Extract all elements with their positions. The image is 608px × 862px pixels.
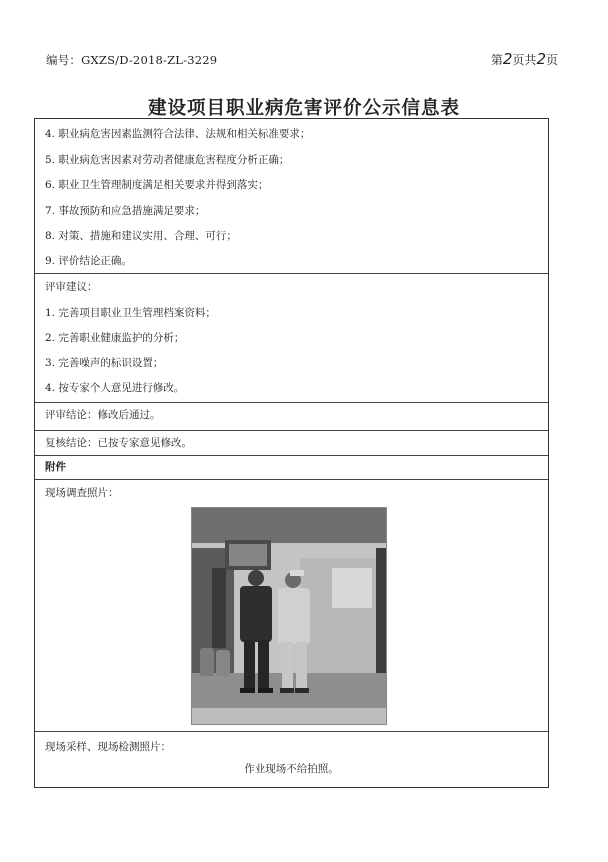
info-table <box>34 118 549 788</box>
recheck-conclusion: 复核结论：已按专家意见修改。 <box>45 437 192 449</box>
sampling-photo-label: 现场采样、现场检测照片： <box>45 741 171 753</box>
page-indicator: 第2页共2页 <box>490 50 558 68</box>
total-pages-handwritten: 2 <box>536 50 546 68</box>
divider <box>35 479 548 480</box>
conclusion-item: 5. 职业病危害因素对劳动者健康危害程度分析正确； <box>45 154 290 166</box>
divider <box>35 273 548 274</box>
attachment-label: 附件 <box>45 461 66 473</box>
review-suggestions-label: 评审建议： <box>45 281 98 293</box>
suggestion-item: 2. 完善职业健康监护的分析； <box>45 332 185 344</box>
conclusion-item: 7. 事故预防和应急措施满足要求； <box>45 205 206 217</box>
divider <box>35 430 548 431</box>
review-conclusion: 评审结论：修改后通过。 <box>45 409 161 421</box>
divider <box>35 731 548 732</box>
sampling-note: 作业现场不给拍照。 <box>244 763 339 775</box>
site-photo-label: 现场调查照片： <box>45 487 119 499</box>
divider <box>35 402 548 403</box>
page-title: 建设项目职业病危害评价公示信息表 <box>147 98 460 119</box>
document-header <box>46 52 558 72</box>
suggestion-item: 3. 完善噪声的标识设置； <box>45 357 164 369</box>
site-survey-photo <box>191 507 387 725</box>
current-page-handwritten: 2 <box>502 50 513 68</box>
conclusion-item: 9. 评价结论正确。 <box>45 255 132 267</box>
conclusion-item: 8. 对策、措施和建议实用、合理、可行； <box>45 230 237 242</box>
suggestion-item: 1. 完善项目职业卫生管理档案资料； <box>45 307 216 319</box>
conclusion-item: 6. 职业卫生管理制度满足相关要求并得到落实； <box>45 179 269 191</box>
divider <box>35 455 548 456</box>
conclusion-item: 4. 职业病危害因素监测符合法律、法规和相关标准要求； <box>45 128 311 140</box>
document-number: 编号：GXZS/D-2018-ZL-3229 <box>46 53 218 67</box>
suggestion-item: 4. 按专家个人意见进行修改。 <box>45 382 185 394</box>
